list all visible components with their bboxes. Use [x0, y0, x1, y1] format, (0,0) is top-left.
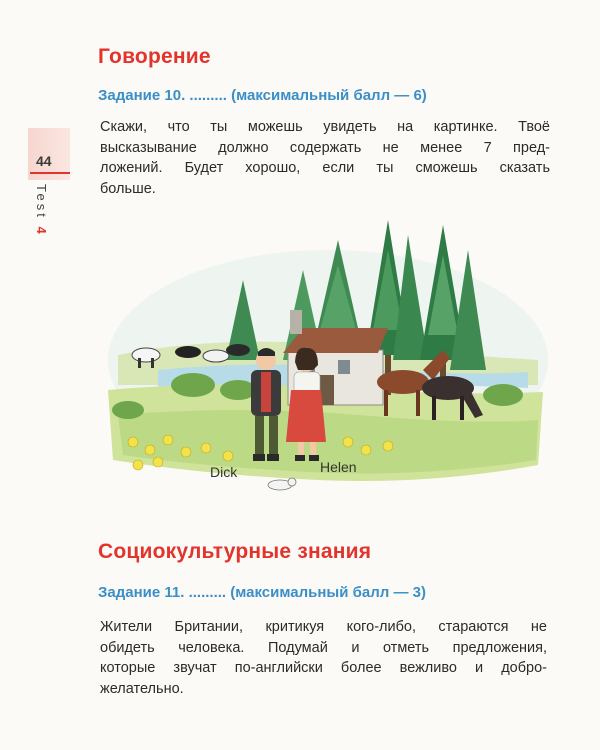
page-number-rule: [30, 172, 70, 174]
label-helen: Helen: [320, 459, 357, 475]
section-title-speaking: Говорение: [98, 45, 211, 68]
test-label: [34, 184, 49, 237]
task-10-heading: Задание 10. ......... (максимальный балл — 6): [98, 87, 427, 104]
task-11-line-4: желательно.: [100, 680, 184, 697]
task-11-line-1: Жители Британии, критикуя кого-либо, стараются не: [100, 619, 547, 635]
page-number: 44: [36, 153, 52, 169]
section-title-sociocultural: Социокультурные знания: [98, 540, 372, 563]
task-10-line-3: ложений. Будет хорошо, если ты сможешь сказать: [100, 160, 550, 176]
task-10-line-4: больше.: [100, 180, 156, 197]
task-11-line-2: обидеть человека. Подумай и отметь предложения,: [100, 639, 547, 656]
label-dick: Dick: [210, 464, 238, 480]
task-10-line-2: высказывание должно содержать не менее 7 пред-: [100, 139, 550, 156]
task-11-heading: Задание 11. ......... (максимальный балл — 3): [98, 584, 426, 601]
test-word: Test: [34, 184, 49, 220]
cat: [268, 478, 296, 490]
task-10-line-1: Скажи, что ты можешь увидеть на картинке. Твоё: [100, 119, 550, 135]
farm-illustration: [98, 210, 548, 500]
task-10-text: [100, 117, 550, 199]
test-number: 4: [34, 226, 49, 237]
task-11-text: [100, 617, 547, 699]
task-11-line-3: которые звучат по-английски более вежливо и добро-: [100, 660, 547, 676]
